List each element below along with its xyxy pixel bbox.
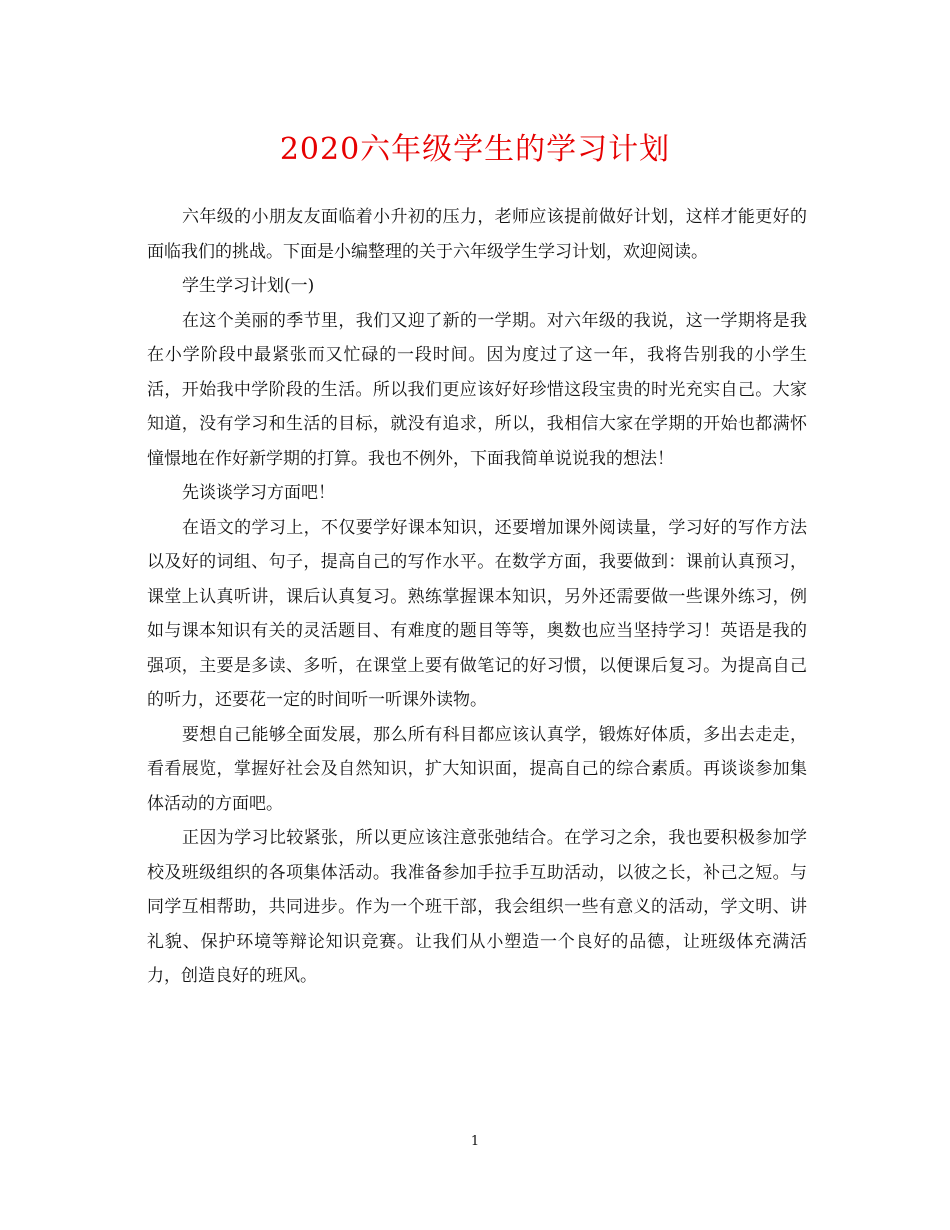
document-body — [147, 200, 807, 994]
paragraph-group-activities: 正因为学习比较紧张，所以更应该注意张弛结合。在学习之余，我也要积极参加学校及班级组织的各项集体活动。我准备参加手拉手互助活动，以彼之长，补己之短。与同学互相帮助，共同进步。作为一个班干部，我会组织一些有意义的活动，学文明、讲礼貌、保护环境等辩论知识竞赛。让我们从小塑造一个良好的品德，让班级体充满活力，创造良好的班风。 — [147, 828, 807, 986]
intro-paragraph: 六年级的小朋友友面临着小升初的压力，老师应该提前做好计划，这样才能更好的面临我们的挑战。下面是小编整理的关于六年级学生学习计划，欢迎阅读。 — [147, 207, 807, 262]
section-heading-plan-one: 学生学习计划(一) — [182, 276, 315, 296]
paragraph-new-semester: 在这个美丽的季节里，我们又迎了新的一学期。对六年级的我说，这一学期将是我在小学阶段中最紧张而又忙碌的一段时间。因为度过了这一年，我将告别我的小学生活，开始我中学阶段的生活。所以我们更应该好好珍惜这段宝贵的时光充实自己。大家知道，没有学习和生活的目标，就没有追求，所以，我相信大家在学期的开始也都满怀憧憬地在作好新学期的打算。我也不例外，下面我简单说说我的想法！ — [147, 310, 807, 469]
paragraph-subjects: 在语文的学习上，不仅要学好课本知识，还要增加课外阅读量，学习好的写作方法以及好的词组、句子，提高自己的写作水平。在数学方面，我要做到：课前认真预习，课堂上认真听讲，课后认真复习。熟练掌握课本知识，另外还需要做一些课外练习，例如与课本知识有关的灵活题目、有难度的题目等等，奥数也应当坚持学习！英语是我的强项，主要是多读、多听，在课堂上要有做笔记的好习惯，以便课后复习。为提高自己的听力，还要花一定的时间听一听课外读物。 — [147, 517, 807, 710]
page-number: 1 — [470, 1134, 480, 1149]
paragraph-all-round-development: 要想自己能够全面发展，那么所有科目都应该认真学，锻炼好体质，多出去走走，看看展览，掌握好社会及自然知识，扩大知识面，提高自己的综合素质。再谈谈参加集体活动的方面吧。 — [147, 724, 807, 814]
paragraph-study-heading: 先谈谈学习方面吧！ — [182, 483, 335, 503]
document-title: 2020六年级学生的学习计划 — [279, 132, 671, 167]
